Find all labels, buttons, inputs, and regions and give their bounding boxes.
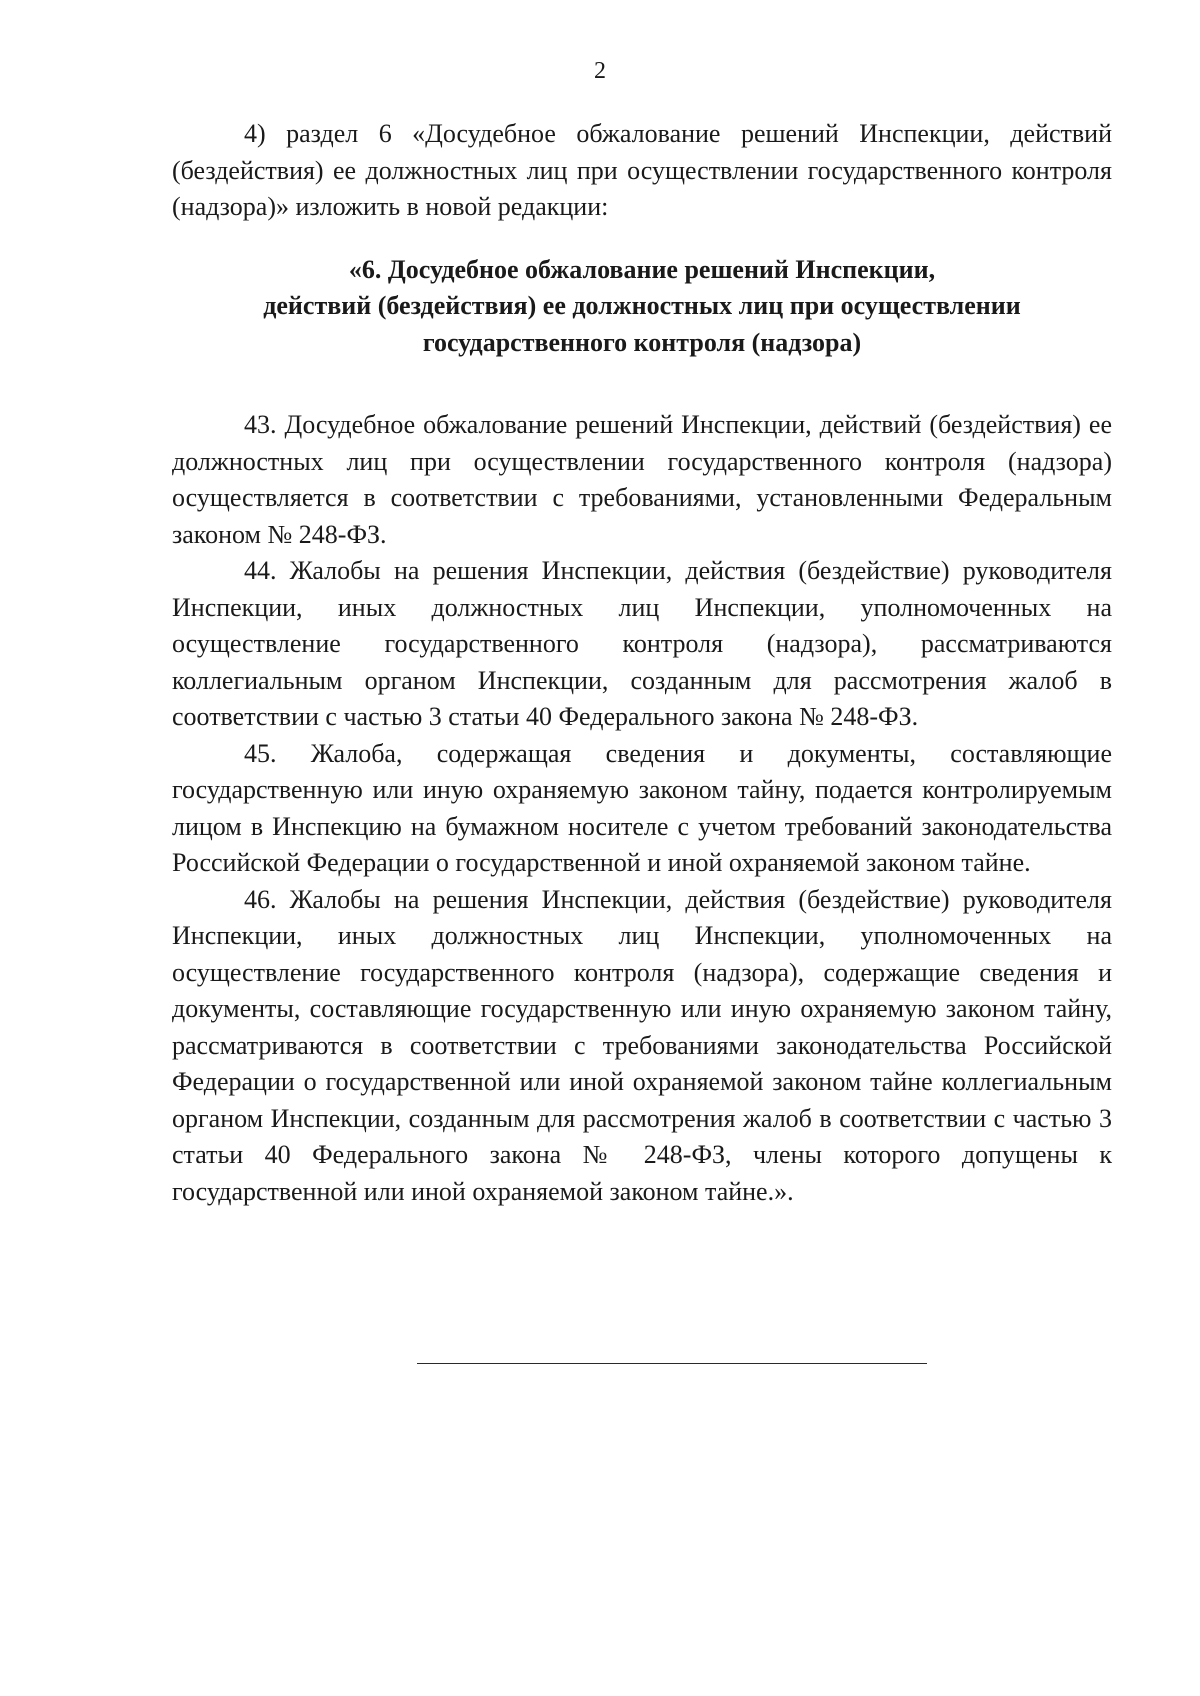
intro-paragraph: 4) раздел 6 «Досудебное обжалование решений Инспекции, действий (бездействия) ее должностных лиц при осуществлении государственного контроля (надзора)» изложить в новой редакции: xyxy=(172,119,1112,221)
paragraph-44: 44. Жалобы на решения Инспекции, действия (бездействие) руководителя Инспекции, иных должностных лиц Инспекции, уполномоченных на осуществление государственного контроля (надзора), рассматриваются коллегиальным органом Инспекции, созданным для рассмотрения жалоб в соответствии с частью 3 статьи 40 Федерального закона № 248-ФЗ. xyxy=(172,556,1112,731)
section-heading-line: «6. Досудебное обжалование решений Инспекции, xyxy=(348,254,936,284)
section-heading xyxy=(172,252,1112,362)
paragraph-45: 45. Жалоба, содержащая сведения и документы, составляющие государственную или иную охраняемую законом тайну, подается контролируемым лицом в Инспекцию на бумажном носителе с учетом требований законодательства Российской Федерации о государственной и иной охраняемой законом тайне. xyxy=(172,738,1112,877)
section-heading-line: государственного контроля (надзора) xyxy=(422,327,862,357)
document-body xyxy=(172,116,1112,1210)
page-number: 2 xyxy=(594,58,606,84)
end-divider-line xyxy=(417,1363,927,1364)
section-heading-line: действий (бездействия) ее должностных лиц при осуществлении xyxy=(263,291,1021,320)
paragraph-46: 46. Жалобы на решения Инспекции, действия (бездействие) руководителя Инспекции, иных должностных лиц Инспекции, уполномоченных на осуществление государственного контроля (надзора), содержащие сведения и документы, составляющие государственную или иную охраняемую законом тайну, рассматриваются в соответствии с требованиями законодательства Российской Федерации о государственной или иной охраняемой законом тайне коллегиальным органом Инспекции, созданным для рассмотрения жалоб в соответствии с частью 3 статьи 40 Федерального закона № 248-ФЗ, члены которого допущены к государственной или иной охраняемой законом тайне.». xyxy=(172,884,1112,1206)
paragraph-43: 43. Досудебное обжалование решений Инспекции, действий (бездействия) ее должностных лиц при осуществлении государственного контроля (надзора) осуществляется в соответствии с требованиями, установленными Федеральным законом № 248-ФЗ. xyxy=(172,410,1112,549)
